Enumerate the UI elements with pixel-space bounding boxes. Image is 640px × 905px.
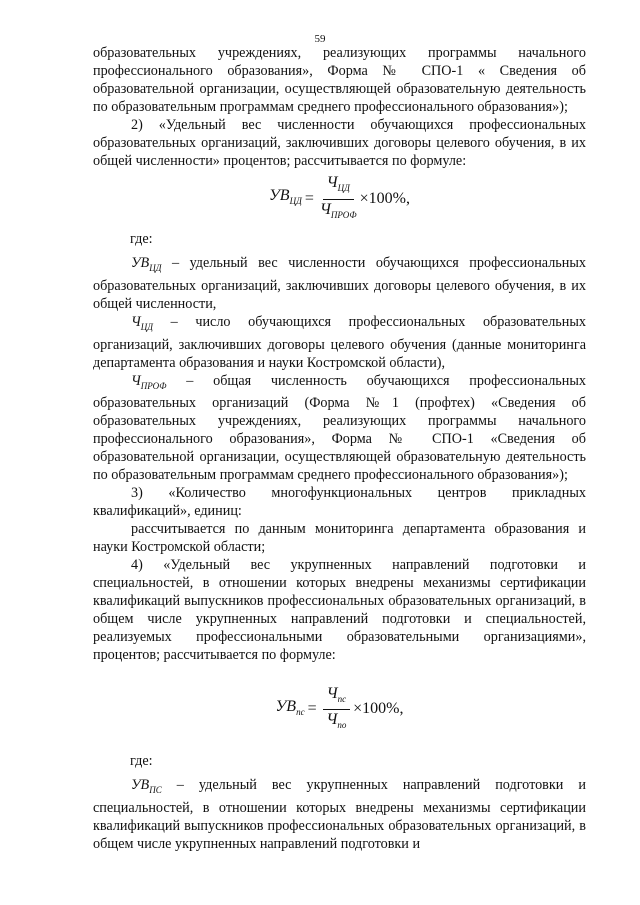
definition-item bbox=[93, 313, 586, 372]
paragraph-item-3-method: рассчитывается по данным мониторинга департамента образования и науки Костромской области; bbox=[93, 521, 586, 556]
formula-denominator: $Ч_{по}$ bbox=[326, 710, 347, 731]
definition-item bbox=[93, 254, 586, 313]
where-label: где: bbox=[130, 231, 153, 247]
page-number: 59 bbox=[314, 33, 326, 45]
formula-multiplier: ×100%, bbox=[353, 700, 404, 718]
where-label: где: bbox=[130, 753, 153, 770]
paragraph-item-4: 4) «Удельный вес укрупненных направлений подготовки и специальностей, в отношении которых внедрены механизмы сертификации квалификаций выпускников профессиональных образовательных организаций, в общем числе укрупненных направлений подготовки и специальностей, реализуемых профессиональными образовательными организациями», процентов; рассчитывается по формуле: bbox=[93, 557, 586, 664]
formula-equals: = bbox=[307, 700, 317, 718]
definitions-list bbox=[93, 254, 586, 484]
formula-numerator: $Ч_{пс}$ bbox=[323, 685, 351, 710]
definition-symbol: $УВ_{ПС}$ bbox=[131, 777, 162, 796]
formula-target-training-share bbox=[93, 176, 586, 222]
formula-fraction bbox=[323, 685, 351, 734]
definition-item bbox=[93, 372, 586, 485]
document-body bbox=[93, 44, 586, 853]
formula-fraction bbox=[320, 174, 357, 223]
definition-text: – число обучающихся профессиональных образовательных организаций, заключивших договоры целевого обучения (данные мониторинга департамента образования и науки Костромской области), bbox=[93, 313, 586, 371]
definition-text: – удельный вес укрупненных направлений подготовки и специальностей, в отношении которых внедрены механизмы сертификации квалификаций выпускников профессиональных образовательных организаций, в общем числе укрупненных направлений подготовки и bbox=[93, 777, 586, 853]
paragraph-item-2: 2) «Удельный вес численности обучающихся профессиональных образовательных организаций, заключивших договоры целевого обучения, в их общей численности» процентов; рассчитывается по формуле: bbox=[93, 117, 586, 169]
definition-symbol: $УВ_{ЦД}$ bbox=[131, 255, 162, 273]
definition-symbol: $Ч_{ПРОФ}$ bbox=[131, 372, 167, 391]
definitions-list bbox=[93, 776, 586, 853]
paragraph-continuation: образовательных учреждениях, реализующих программы начального профессионального образования», Форма № СПО-1 « Сведения об образовательной организации, осуществляющей образовательную деятельность по образовательным программам среднего профессионального образования»); bbox=[93, 45, 586, 115]
formula-multiplier: ×100%, bbox=[359, 190, 410, 207]
paragraph-item-3: 3) «Количество многофункциональных центров прикладных квалификаций», единиц: bbox=[93, 485, 586, 520]
formula-lhs: $УВ_{пс}$ bbox=[275, 697, 305, 718]
formula-equals: = bbox=[304, 190, 314, 207]
definition-text: – общая численность обучающихся профессиональных образовательных организаций (Форма №1 (профтех) «Сведения об образовательных учреждениях, реализующих программы начального профессионального образования», Форма № СПО-1 «Сведения об образовательной организации, осуществляющей образовательную деятельность по образовательным программам среднего профессионального образования»); bbox=[93, 372, 586, 484]
definition-symbol: $Ч_{ЦД}$ bbox=[131, 313, 154, 332]
formula-numerator: $Ч_{ЦД}$ bbox=[323, 174, 354, 199]
formula-certification-share bbox=[93, 686, 586, 732]
definition-item bbox=[93, 776, 586, 853]
formula-denominator: $Ч_{ПРОФ}$ bbox=[319, 200, 357, 220]
definition-text: – удельный вес численности обучающихся профессиональных образовательных организаций, заключивших договоры целевого обучения, в их общей численности, bbox=[93, 255, 586, 312]
formula-lhs: $УВ_{ЦД}$ bbox=[269, 187, 302, 207]
